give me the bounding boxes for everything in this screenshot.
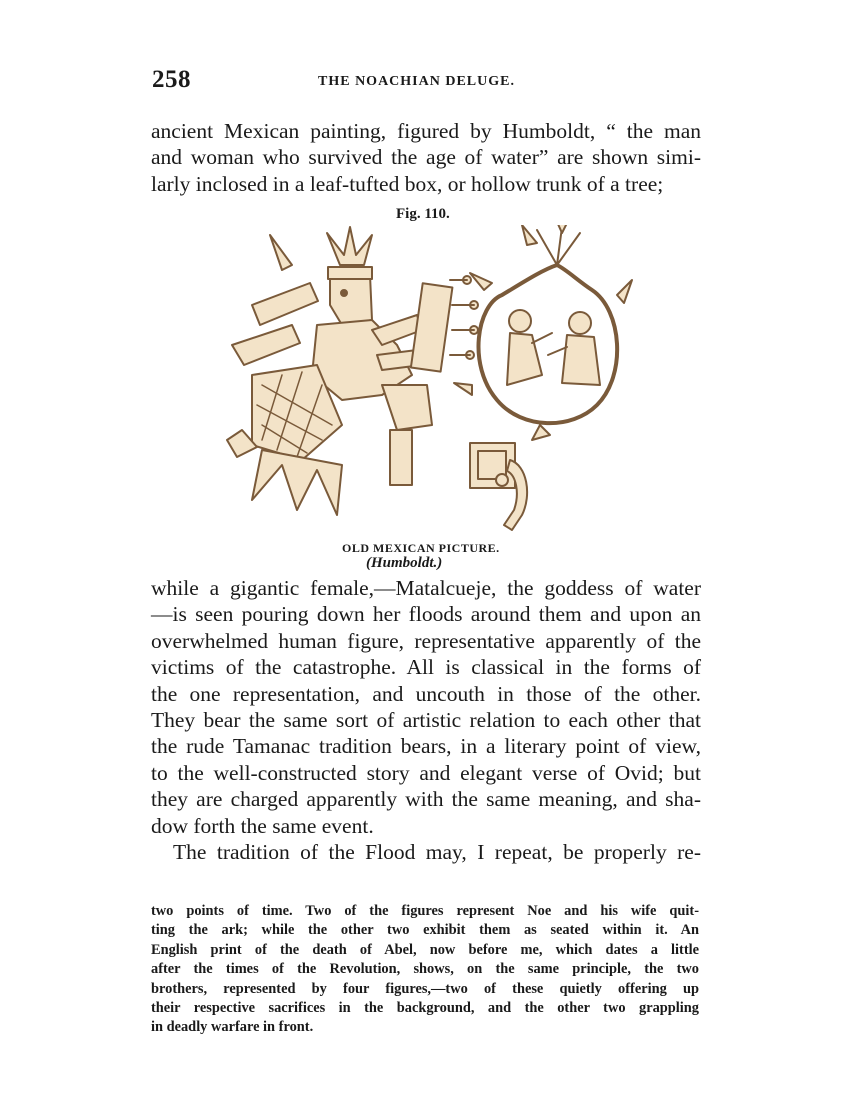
- footnote-line: two points of time. Two of the figures represent Noe and his wife quit-: [151, 903, 699, 919]
- footnote: [151, 902, 699, 1038]
- running-title: THE NOACHIAN DELUGE.: [318, 74, 515, 89]
- text-line: ancient Mexican painting, figured by Humboldt, “ the man: [151, 119, 701, 143]
- footnote-line: ting the ark; while the other two exhibit them as seated within it. An: [151, 922, 699, 939]
- top-paragraph: [151, 118, 701, 197]
- bottom-paragraph: [151, 575, 701, 865]
- figure-credit: (Humboldt.): [366, 555, 443, 571]
- text-line: The tradition of the Flood may, I repeat, be properly re-: [173, 840, 701, 865]
- text-line: while a gigantic female,—Matalcueje, the goddess of water: [151, 576, 701, 600]
- text-line: —is seen pouring down her floods around them and upon an: [151, 602, 701, 627]
- mexican-flood-illustration: [222, 225, 642, 540]
- figure-caption: OLD MEXICAN PICTURE.: [342, 541, 500, 555]
- text-line: dow forth the same event.: [151, 813, 374, 838]
- footnote-line: their respective sacrifices in the background, and the other two grappling: [151, 1000, 699, 1017]
- text-line: larly inclosed in a leaf-tufted box, or hollow trunk of a tree;: [151, 171, 664, 196]
- footnote-line: brothers, represented by four figures,—two of these quietly offering up: [151, 980, 699, 997]
- page-number: 258: [152, 66, 191, 93]
- figure-label: Fig. 110.: [396, 206, 450, 222]
- text-line: they are charged apparently with the same meaning, and sha-: [151, 787, 701, 812]
- footnote-line: in deadly warfare in front.: [151, 1019, 314, 1036]
- text-line: and woman who survived the age of water” are shown simi-: [151, 145, 701, 170]
- footnote-line: English print of the death of Abel, now before me, which dates a little: [151, 941, 699, 958]
- footnote-line: after the times of the Revolution, shows, on the same principle, the two: [151, 961, 699, 978]
- headdress-icon: [327, 227, 372, 265]
- text-line: overwhelmed human figure, representative apparently of the: [151, 628, 701, 653]
- text-line: They bear the same sort of artistic relation to each other that: [151, 708, 701, 733]
- text-line: the rude Tamanac tradition bears, in a literary point of view,: [151, 734, 701, 759]
- text-line: victims of the catastrophe. All is classical in the forms of: [151, 655, 701, 680]
- text-line: the one representation, and uncouth in those of the other.: [151, 681, 701, 706]
- text-line: to the well-constructed story and elegant verse of Ovid; but: [151, 760, 701, 785]
